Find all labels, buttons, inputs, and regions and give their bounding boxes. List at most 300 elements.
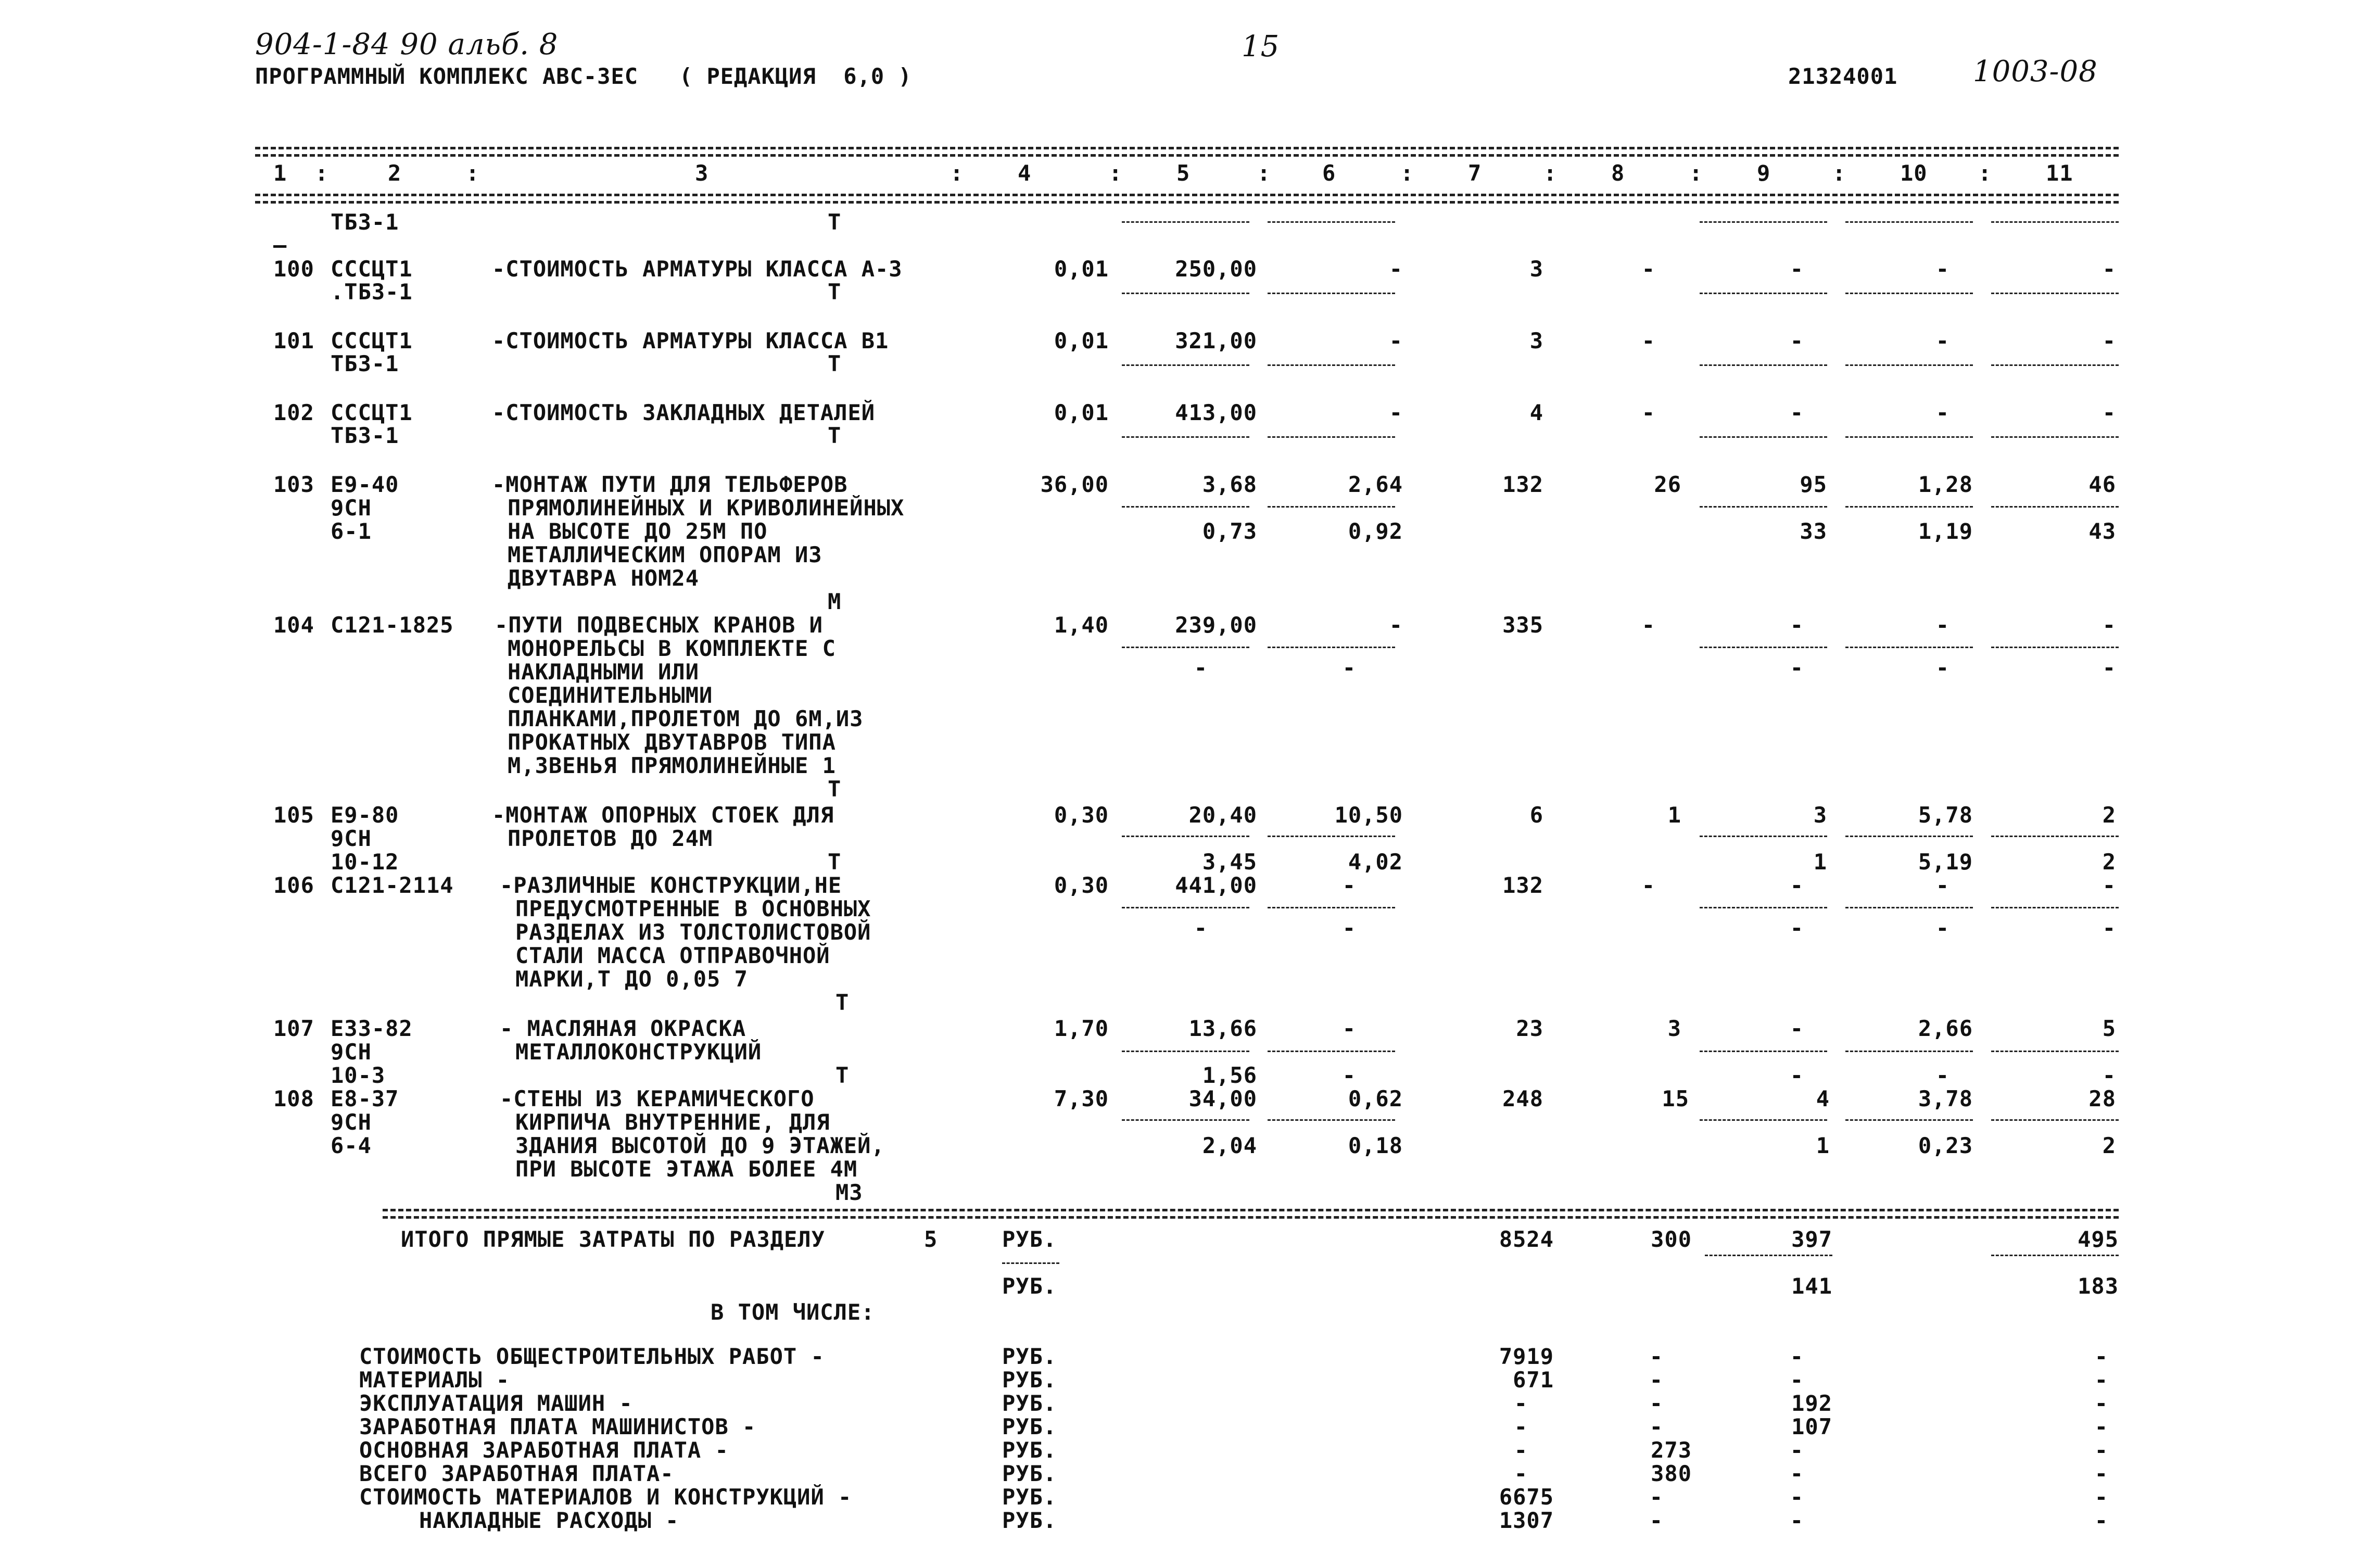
column-header-6: 6 <box>1322 160 1336 186</box>
row-code: СССЦТ1 <box>331 256 413 282</box>
column-separator: : <box>1109 160 1123 186</box>
cell-col11: - <box>2102 872 2116 898</box>
cell-col11: 46 <box>2088 472 2116 497</box>
row-description: - МАСЛЯНАЯ ОКРАСКА <box>500 1016 746 1041</box>
underline <box>1700 647 1827 648</box>
breakdown-col9: - <box>1790 1344 1804 1369</box>
cell-col10: - <box>1935 872 1949 898</box>
column-separator: : <box>1978 160 1992 186</box>
row-description: ПРЕДУСМОТРЕННЫЕ В ОСНОВНЫХ <box>515 896 871 921</box>
row-code: Е33-82 <box>331 1016 413 1041</box>
row-description: НА ВЫСОТЕ ДО 25М ПО <box>508 519 768 544</box>
breakdown-label: ОСНОВНАЯ ЗАРАБОТНАЯ ПЛАТА - <box>359 1437 729 1463</box>
row-code: ТБ3-1 <box>331 423 399 448</box>
row-unit: Т <box>828 279 842 305</box>
breakdown-col8: - <box>1649 1484 1663 1510</box>
breakdown-col8: - <box>1649 1508 1663 1533</box>
row-description: МАРКИ,Т ДО 0,05 7 <box>515 966 748 992</box>
underline <box>1122 364 1249 366</box>
underline <box>1700 1119 1827 1121</box>
row-description: РАЗДЕЛАХ ИЗ ТОЛСТОЛИСТОВОЙ <box>515 919 871 945</box>
totals-unit-2: РУБ. <box>1002 1273 1057 1299</box>
cell-col9: - <box>1790 872 1804 898</box>
header-bottom-rule <box>255 194 2119 196</box>
breakdown-col7: - <box>1514 1461 1528 1486</box>
cell-col7: 23 <box>1516 1016 1543 1041</box>
row-code: .ТБ3-1 <box>331 279 413 305</box>
breakdown-unit: РУБ. <box>1002 1367 1057 1393</box>
breakdown-col11: - <box>2094 1484 2108 1510</box>
cell-col6: - <box>1389 256 1403 282</box>
underline <box>1991 1255 2119 1256</box>
cell-col8: 26 <box>1654 472 1681 497</box>
underline <box>1122 907 1249 908</box>
cell-col5-sub: 2,04 <box>1202 1133 1257 1158</box>
underline <box>1845 907 1973 908</box>
cell-col6-sub: 0,18 <box>1348 1133 1403 1158</box>
row-id: 107 <box>273 1016 314 1041</box>
breakdown-col11: - <box>2094 1390 2108 1416</box>
breakdown-label: СТОИМОСТЬ МАТЕРИАЛОВ И КОНСТРУКЦИЙ - <box>359 1484 852 1510</box>
underline <box>1991 221 2119 223</box>
column-header-11: 11 <box>2046 160 2073 186</box>
cell-col8: - <box>1641 256 1655 282</box>
cell-col9-sub: 1 <box>1813 849 1827 875</box>
underline <box>1122 647 1249 648</box>
underline <box>1991 1051 2119 1052</box>
row-description: ПРИ ВЫСОТЕ ЭТАЖА БОЛЕЕ 4М <box>515 1156 858 1182</box>
cell-col8: - <box>1641 872 1655 898</box>
cell-col11: 2 <box>2102 802 2116 828</box>
program-title: ПРОГРАММНЫЙ КОМПЛЕКС АВС-3ЕС ( РЕДАКЦИЯ 6,0 ) <box>255 64 912 89</box>
cell-col9-sub: 33 <box>1800 519 1827 544</box>
breakdown-col9: - <box>1790 1367 1804 1393</box>
row-id: 104 <box>273 612 314 638</box>
breakdown-col7: - <box>1514 1390 1528 1416</box>
totals-top-rule-2 <box>383 1216 2119 1219</box>
underline <box>1122 1119 1249 1121</box>
row-code: С121-2114 <box>331 872 454 898</box>
column-header-4: 4 <box>1018 160 1032 186</box>
breakdown-col7: - <box>1514 1437 1528 1463</box>
underline <box>1700 1051 1827 1052</box>
totals-col9-sub: 141 <box>1791 1273 1832 1299</box>
underline <box>1268 907 1395 908</box>
table-top-rule <box>255 147 2119 149</box>
cell-col11: 5 <box>2102 1016 2116 1041</box>
cell-col11-sub: - <box>2102 1063 2116 1088</box>
column-separator: : <box>1400 160 1414 186</box>
column-separator: : <box>1832 160 1846 186</box>
totals-col11-sub: 183 <box>2078 1273 2119 1299</box>
underline <box>1268 836 1395 837</box>
cell-col9: - <box>1790 400 1804 425</box>
row-id: 105 <box>273 802 314 828</box>
underline <box>1700 364 1827 366</box>
cell-col5: 239,00 <box>1175 612 1257 638</box>
row-description: ПРОКАТНЫХ ДВУТАВРОВ ТИПА <box>508 729 836 755</box>
cell-col11: - <box>2102 256 2116 282</box>
cell-col5-sub: 1,56 <box>1202 1063 1257 1088</box>
cell-col9-sub: 1 <box>1816 1133 1830 1158</box>
totals-col9: 397 <box>1791 1226 1832 1252</box>
breakdown-unit: РУБ. <box>1002 1461 1057 1486</box>
row-id: 102 <box>273 400 314 425</box>
including-label: В ТОМ ЧИСЛЕ: <box>711 1299 875 1325</box>
underline <box>1700 506 1827 508</box>
row-id: 101 <box>273 328 314 353</box>
cell-col10-sub: 5,19 <box>1918 849 1973 875</box>
cell-col10: 3,78 <box>1918 1086 1973 1111</box>
cell-col10-sub: 0,23 <box>1918 1133 1973 1158</box>
underline <box>1700 836 1827 837</box>
breakdown-col9: - <box>1790 1437 1804 1463</box>
column-separator: : <box>1543 160 1558 186</box>
cell-col6-sub: - <box>1342 915 1356 941</box>
underline <box>1845 1051 1973 1052</box>
breakdown-label: НАКЛАДНЫЕ РАСХОДЫ - <box>419 1508 679 1533</box>
underline <box>1122 293 1249 294</box>
breakdown-col9: - <box>1790 1461 1804 1486</box>
row-code: Е8-37 <box>331 1086 399 1111</box>
cell-col10: - <box>1935 612 1949 638</box>
underline <box>1268 1051 1395 1052</box>
cell-col6: 0,62 <box>1348 1086 1403 1111</box>
breakdown-col8: - <box>1649 1344 1663 1369</box>
breakdown-col11: - <box>2094 1414 2108 1439</box>
underline <box>1845 836 1973 837</box>
cell-col5: 441,00 <box>1175 872 1257 898</box>
cell-col7: 3 <box>1529 328 1543 353</box>
totals-label: ИТОГО ПРЯМЫЕ ЗАТРАТЫ ПО РАЗДЕЛУ <box>401 1226 825 1252</box>
cell-col11-sub: 2 <box>2102 1133 2116 1158</box>
cell-col9: - <box>1790 256 1804 282</box>
cell-col9: - <box>1790 328 1804 353</box>
cell-col5: 13,66 <box>1188 1016 1257 1041</box>
underline <box>1700 907 1827 908</box>
breakdown-col11: - <box>2094 1508 2108 1533</box>
cell-col5-sub: - <box>1194 915 1208 941</box>
row-code: С121-1825 <box>331 612 454 638</box>
row-code: 6-1 <box>331 519 372 544</box>
row-description: -СТЕНЫ ИЗ КЕРАМИЧЕСКОГО <box>500 1086 815 1111</box>
handwritten-sheet-code: 1003-08 <box>1973 55 2098 88</box>
cell-col10-sub: - <box>1935 1063 1949 1088</box>
breakdown-col7: 671 <box>1513 1367 1554 1393</box>
totals-unit: РУБ. <box>1002 1226 1057 1252</box>
row-id: 100 <box>273 256 314 282</box>
cell-col5: 34,00 <box>1188 1086 1257 1111</box>
cell-col8: 3 <box>1667 1016 1681 1041</box>
column-separator: : <box>950 160 964 186</box>
cell-col4: 0,01 <box>1054 328 1109 353</box>
cell-col9-sub: - <box>1790 915 1804 941</box>
underline <box>1268 647 1395 648</box>
row-description: М,ЗВЕНЬЯ ПРЯМОЛИНЕЙНЫЕ 1 <box>508 753 836 778</box>
row-description: -МОНТАЖ ОПОРНЫХ СТОЕК ДЛЯ <box>492 802 834 828</box>
row-description: ЗДАНИЯ ВЫСОТОЙ ДО 9 ЭТАЖЕЙ, <box>515 1133 885 1158</box>
underline <box>1122 506 1249 508</box>
breakdown-label: МАТЕРИАЛЫ - <box>359 1367 510 1393</box>
cell-col5: 3,68 <box>1202 472 1257 497</box>
breakdown-col11: - <box>2094 1437 2108 1463</box>
cell-col4: 1,40 <box>1054 612 1109 638</box>
breakdown-col9: - <box>1790 1508 1804 1533</box>
column-separator: : <box>1257 160 1271 186</box>
cell-col10: - <box>1935 328 1949 353</box>
row-unit: Т <box>828 849 842 875</box>
breakdown-col9: 192 <box>1791 1390 1832 1416</box>
column-header-10: 10 <box>1900 160 1928 186</box>
row-description: -РАЗЛИЧНЫЕ КОНСТРУКЦИИ,НЕ <box>500 872 842 898</box>
row-code: 10-12 <box>331 849 399 875</box>
row-id: 103 <box>273 472 314 497</box>
row-description: НАКЛАДНЫМИ ИЛИ <box>508 659 700 685</box>
cell-col6: 10,50 <box>1334 802 1403 828</box>
underline <box>1845 293 1973 294</box>
underline <box>1845 221 1973 223</box>
underline <box>1122 436 1249 438</box>
breakdown-unit: РУБ. <box>1002 1344 1057 1369</box>
cell-col10-sub: 1,19 <box>1918 519 1973 544</box>
underline <box>1991 647 2119 648</box>
underline <box>1268 364 1395 366</box>
cell-col10: - <box>1935 256 1949 282</box>
cell-col6: 2,64 <box>1348 472 1403 497</box>
breakdown-col8: - <box>1649 1390 1663 1416</box>
underline <box>1991 836 2119 837</box>
breakdown-col7: 7919 <box>1499 1344 1554 1369</box>
cell-col4: 0,30 <box>1054 872 1109 898</box>
row-code: Е9-80 <box>331 802 399 828</box>
totals-top-rule <box>383 1209 2119 1211</box>
row-description: МЕТАЛЛОКОНСТРУКЦИЙ <box>515 1039 762 1065</box>
row-description: ПРЯМОЛИНЕЙНЫХ И КРИВОЛИНЕЙНЫХ <box>508 495 905 521</box>
breakdown-col8: 380 <box>1651 1461 1692 1486</box>
handwritten-page-number: 15 <box>1242 30 1280 64</box>
underline <box>1268 293 1395 294</box>
breakdown-label: ЭКСПЛУАТАЦИЯ МАШИН - <box>359 1390 633 1416</box>
row-description: -СТОИМОСТЬ АРМАТУРЫ КЛАССА А-3 <box>492 256 903 282</box>
cell-col8: - <box>1641 328 1655 353</box>
breakdown-col9: 107 <box>1791 1414 1832 1439</box>
breakdown-unit: РУБ. <box>1002 1508 1057 1533</box>
underline <box>1268 506 1395 508</box>
document-id: 21324001 <box>1788 64 1898 89</box>
totals-col8: 300 <box>1651 1226 1692 1252</box>
cell-col11-sub: 43 <box>2088 519 2116 544</box>
cell-col11-sub: - <box>2102 655 2116 680</box>
row-unit: М3 <box>835 1180 863 1205</box>
row-description: МОНОРЕЛЬСЫ В КОМПЛЕКТЕ С <box>508 636 836 661</box>
breakdown-col8: - <box>1649 1414 1663 1439</box>
cell-col10: 1,28 <box>1918 472 1973 497</box>
row-description: МЕТАЛЛИЧЕСКИМ ОПОРАМ ИЗ <box>508 542 822 567</box>
cell-col9: - <box>1790 612 1804 638</box>
row-code: 9СН <box>331 495 372 521</box>
cell-col11: - <box>2102 400 2116 425</box>
breakdown-label: ЗАРАБОТНАЯ ПЛАТА МАШИНИСТОВ - <box>359 1414 756 1439</box>
row-unit: Т <box>835 1063 850 1088</box>
row-description: -ПУТИ ПОДВЕСНЫХ КРАНОВ И <box>495 612 823 638</box>
column-separator: : <box>315 160 329 186</box>
breakdown-unit: РУБ. <box>1002 1437 1057 1463</box>
underline <box>1268 221 1395 223</box>
breakdown-col11: - <box>2094 1367 2108 1393</box>
underline <box>1991 364 2119 366</box>
breakdown-col7: 6675 <box>1499 1484 1554 1510</box>
cell-col9: 4 <box>1816 1086 1830 1111</box>
breakdown-col8: - <box>1649 1367 1663 1393</box>
cell-col5: 250,00 <box>1175 256 1257 282</box>
cell-col4: 0,01 <box>1054 256 1109 282</box>
cell-col6-sub: - <box>1342 655 1356 680</box>
cell-col5-sub: - <box>1194 655 1208 680</box>
row-code: 9СН <box>331 1039 372 1065</box>
row-code: 9СН <box>331 826 372 851</box>
row-description: -СТОИМОСТЬ АРМАТУРЫ КЛАССА В1 <box>492 328 889 353</box>
row-description: ДВУТАВРА НОМ24 <box>508 565 700 591</box>
underline <box>1122 221 1249 223</box>
underline <box>1002 1262 1059 1264</box>
underline <box>1268 436 1395 438</box>
row-code: СССЦТ1 <box>331 400 413 425</box>
cell-col6: - <box>1342 872 1356 898</box>
row-description: ПРОЛЕТОВ ДО 24М <box>508 826 713 851</box>
underline <box>1845 647 1973 648</box>
breakdown-unit: РУБ. <box>1002 1484 1057 1510</box>
row-code: 10-3 <box>331 1063 386 1088</box>
row-code: ТБ3-1 <box>331 351 399 376</box>
row-unit: Т <box>828 351 842 376</box>
underline <box>1700 436 1827 438</box>
breakdown-unit: РУБ. <box>1002 1390 1057 1416</box>
cell-col6-sub: 4,02 <box>1348 849 1403 875</box>
cell-col8: - <box>1641 612 1655 638</box>
row-unit: Т <box>835 990 850 1015</box>
cell-col11-sub: - <box>2102 915 2116 941</box>
underline <box>1122 836 1249 837</box>
row-unit: Т <box>828 776 842 802</box>
column-separator: : <box>1689 160 1703 186</box>
underline <box>1991 506 2119 508</box>
row-description: ПЛАНКАМИ,ПРОЛЕТОМ ДО 6М,ИЗ <box>508 706 864 731</box>
row-unit: Т <box>828 209 842 235</box>
column-header-1: 1 <box>273 160 287 186</box>
column-separator: : <box>466 160 480 186</box>
column-header-9: 9 <box>1757 160 1771 186</box>
row-id: 108 <box>273 1086 314 1111</box>
cell-col11: - <box>2102 328 2116 353</box>
underline <box>1122 1051 1249 1052</box>
breakdown-label: ВСЕГО ЗАРАБОТНАЯ ПЛАТА- <box>359 1461 674 1486</box>
handwritten-document-number: 904-1-84 90 альб. 8 <box>255 28 559 61</box>
header-bottom-rule-2 <box>255 201 2119 204</box>
cell-col7: 335 <box>1502 612 1543 638</box>
breakdown-col7: - <box>1514 1414 1528 1439</box>
cell-col4: 36,00 <box>1040 472 1109 497</box>
underline <box>1700 293 1827 294</box>
row-code: 6-4 <box>331 1133 372 1158</box>
cell-col6: - <box>1389 612 1403 638</box>
row-code: Е9-40 <box>331 472 399 497</box>
underline <box>1845 436 1973 438</box>
cell-col6: - <box>1342 1016 1356 1041</box>
underline <box>1991 436 2119 438</box>
row-description: СОЕДИНИТЕЛЬНЫМИ <box>508 682 713 708</box>
row-code: ТБ3-1 <box>331 209 399 235</box>
cell-col10-sub: - <box>1935 915 1949 941</box>
underline <box>1700 221 1827 223</box>
cell-col6-sub: 0,92 <box>1348 519 1403 544</box>
underline <box>1268 1119 1395 1121</box>
cell-col10: 2,66 <box>1918 1016 1973 1041</box>
column-header-2: 2 <box>388 160 402 186</box>
underline <box>1991 907 2119 908</box>
cell-col7: 3 <box>1529 256 1543 282</box>
cell-col6-sub: - <box>1342 1063 1356 1088</box>
cell-col11-sub: 2 <box>2102 849 2116 875</box>
row-unit: Т <box>828 423 842 448</box>
column-header-5: 5 <box>1176 160 1191 186</box>
cell-col4: 7,30 <box>1054 1086 1109 1111</box>
underline <box>1845 1119 1973 1121</box>
column-header-8: 8 <box>1611 160 1625 186</box>
cell-col8: 15 <box>1662 1086 1689 1111</box>
totals-section: 5 <box>924 1226 938 1252</box>
cell-col4: 0,01 <box>1054 400 1109 425</box>
row-code: 9СН <box>331 1109 372 1135</box>
cell-col5: 413,00 <box>1175 400 1257 425</box>
cell-col7: 132 <box>1502 872 1543 898</box>
column-header-3: 3 <box>695 160 709 186</box>
underline <box>1845 506 1973 508</box>
row-code: СССЦТ1 <box>331 328 413 353</box>
totals-col11: 495 <box>2078 1226 2119 1252</box>
cell-col5: 20,40 <box>1188 802 1257 828</box>
cell-col4: 0,30 <box>1054 802 1109 828</box>
cell-col9: - <box>1790 1016 1804 1041</box>
cell-col8: 1 <box>1667 802 1681 828</box>
cell-col11: - <box>2102 612 2116 638</box>
cell-col7: 132 <box>1502 472 1543 497</box>
underline <box>1991 293 2119 294</box>
breakdown-unit: РУБ. <box>1002 1414 1057 1439</box>
breakdown-col11: - <box>2094 1461 2108 1486</box>
cell-col7: 248 <box>1502 1086 1543 1111</box>
row-description: КИРПИЧА ВНУТРЕННИЕ, ДЛЯ <box>515 1109 830 1135</box>
table-top-rule-2 <box>255 154 2119 157</box>
cell-col9-sub: - <box>1790 655 1804 680</box>
underline <box>1845 364 1973 366</box>
row-description: -СТОИМОСТЬ ЗАКЛАДНЫХ ДЕТАЛЕЙ <box>492 400 876 425</box>
cell-col9-sub: - <box>1790 1063 1804 1088</box>
cell-col7: 6 <box>1529 802 1543 828</box>
cell-col8: - <box>1641 400 1655 425</box>
cell-col7: 4 <box>1529 400 1543 425</box>
cell-col11: 28 <box>2088 1086 2116 1111</box>
cell-col5: 321,00 <box>1175 328 1257 353</box>
row-description: СТАЛИ МАССА ОТПРАВОЧНОЙ <box>515 943 830 968</box>
cell-col10: 5,78 <box>1918 802 1973 828</box>
breakdown-col7: 1307 <box>1499 1508 1554 1533</box>
cell-col10: - <box>1935 400 1949 425</box>
row-unit: М <box>828 589 842 614</box>
row-description: -МОНТАЖ ПУТИ ДЛЯ ТЕЛЬФЕРОВ <box>492 472 848 497</box>
breakdown-label: СТОИМОСТЬ ОБЩЕСТРОИТЕЛЬНЫХ РАБОТ - <box>359 1344 825 1369</box>
breakdown-col11: - <box>2094 1344 2108 1369</box>
cell-col6: - <box>1389 328 1403 353</box>
